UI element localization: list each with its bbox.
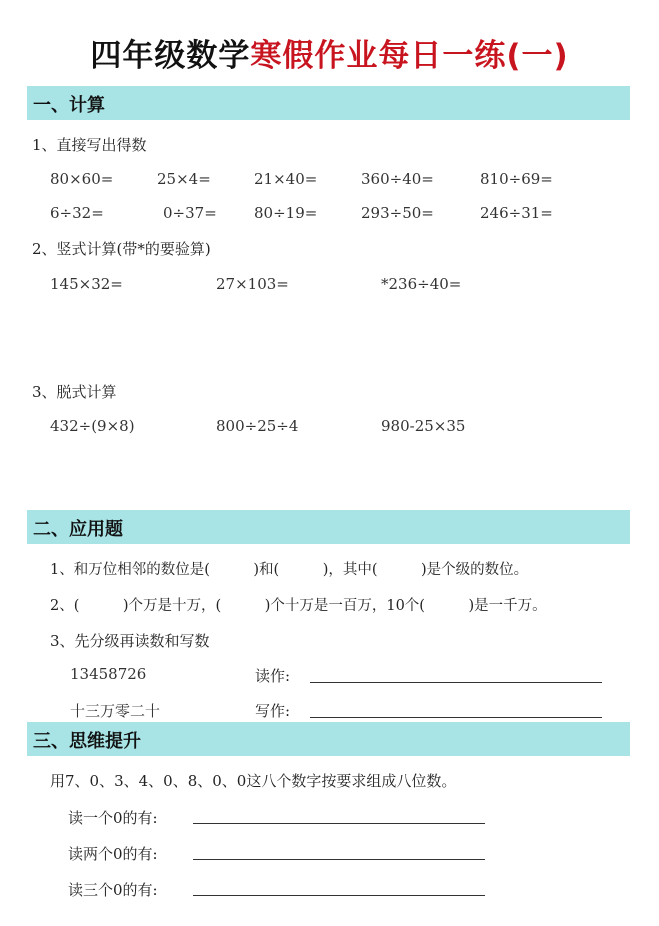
vertical-item: 145×32= — [50, 275, 123, 293]
write-label: 写作: — [255, 702, 291, 720]
calc-question-2: 2、竖式计算(带*的要验算) — [32, 240, 211, 258]
calc-item: 6÷32= — [50, 204, 104, 222]
number-to-read: 13458726 — [70, 665, 147, 683]
stepwise-item: 800÷25÷4 — [216, 417, 299, 435]
calc-item: 21×40= — [254, 170, 318, 188]
apply-question-2: 2、( )个万是十万，( )个十万是一百万，10个( )是一千万。 — [50, 598, 547, 614]
calc-item: 0÷37= — [163, 204, 217, 222]
think-answer-line[interactable] — [193, 859, 485, 860]
read-label: 读作: — [255, 667, 291, 685]
calc-item: 246÷31= — [480, 204, 553, 222]
write-answer-line[interactable] — [310, 717, 602, 718]
calc-item: 360÷40= — [361, 170, 434, 188]
section-header-calc — [27, 86, 630, 120]
title-red-part: 寒假作业每日一练(一) — [250, 38, 569, 74]
apply-question-1: 1、和万位相邻的数位是( )和( )，其中( )是个级的数位。 — [50, 562, 529, 578]
calc-item: 80×60= — [50, 170, 114, 188]
calc-item: 293÷50= — [361, 204, 434, 222]
stepwise-item: 980-25×35 — [381, 417, 466, 435]
section-header-apply — [27, 510, 630, 544]
section-header-think — [27, 722, 630, 756]
think-answer-line[interactable] — [193, 895, 485, 896]
stepwise-item: 432÷(9×8) — [50, 417, 135, 435]
calc-item: 80÷19= — [254, 204, 318, 222]
calc-item: 25×4= — [157, 170, 211, 188]
think-intro: 用7、0、3、4、0、8、0、0这八个数字按要求组成八位数。 — [50, 772, 457, 790]
apply-question-3: 3、先分级再读数和写数 — [50, 632, 210, 650]
read-answer-line[interactable] — [310, 682, 602, 683]
think-item-label: 读三个0的有: — [68, 881, 158, 899]
calc-question-1: 1、直接写出得数 — [32, 136, 147, 154]
think-answer-line[interactable] — [193, 823, 485, 824]
section-label: 二、应用题 — [33, 519, 123, 540]
calc-item: 810÷69= — [480, 170, 553, 188]
section-label: 一、计算 — [33, 95, 105, 116]
calc-question-3: 3、脱式计算 — [32, 383, 117, 401]
section-label: 三、思维提升 — [33, 731, 141, 752]
vertical-item: 27×103= — [216, 275, 289, 293]
vertical-item: *236÷40= — [381, 275, 462, 293]
page-title — [0, 30, 659, 75]
think-item-label: 读两个0的有: — [68, 845, 158, 863]
title-black-part: 四年级数学 — [90, 38, 251, 74]
think-item-label: 读一个0的有: — [68, 809, 158, 827]
words-to-write: 十三万零二十 — [70, 702, 161, 720]
